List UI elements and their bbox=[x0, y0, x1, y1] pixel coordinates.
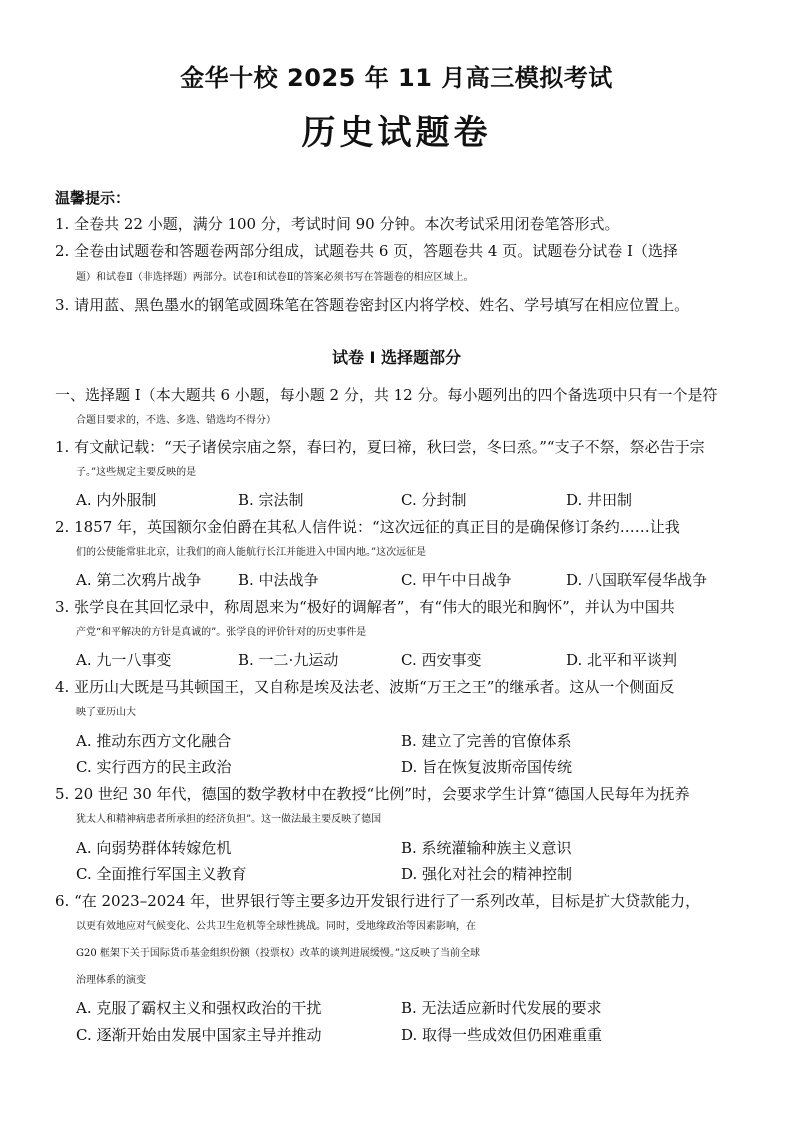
question-2-line-2: 们的公使能常驻北京，让我们的商人能航行长江并能进入中国内地。”这次远征是 bbox=[76, 547, 427, 558]
question-4-option-c: C. 实行西方的民主政治 bbox=[76, 758, 232, 776]
question-5-option-a: A. 向弱势群体转嫁危机 bbox=[76, 839, 232, 857]
question-1-option-d: D. 井田制 bbox=[566, 491, 633, 509]
notice-item-1: 1. 全卷共 22 小题，满分 100 分，考试时间 90 分钟。本次考试采用闭卷笔答形式。 bbox=[55, 215, 620, 233]
exam-title: 金华十校 2025 年 11 月高三模拟考试 bbox=[180, 64, 613, 92]
question-2-line-1: 2. 1857 年，英国额尔金伯爵在其私人信件说：“这次远征的真正目的是确保修订条约……让我 bbox=[55, 518, 680, 536]
question-2-option-a: A. 第二次鸦片战争 bbox=[76, 571, 202, 589]
question-4-line-1: 4. 亚历山大既是马其顿国王，又自称是埃及法老、波斯“万王之王”的继承者。这从一个侧面反 bbox=[55, 678, 675, 696]
question-4-option-d: D. 旨在恢复波斯帝国传统 bbox=[401, 758, 573, 776]
question-4-line-2: 映了亚历山大 bbox=[76, 707, 136, 718]
question-4-option-a: A. 推动东西方文化融合 bbox=[76, 732, 232, 750]
question-2-option-b: B. 中法战争 bbox=[238, 571, 319, 589]
section-intro-line-2: 合题目要求的，不选、多选、错选均不得分） bbox=[76, 415, 276, 426]
question-5-line-2: 犹太人和精神病患者所承担的经济负担”。这一做法最主要反映了德国 bbox=[76, 814, 382, 825]
question-5-line-1: 5. 20 世纪 30 年代，德国的数学教材中在教授“比例”时，会要求学生计算“德国人民每年为抚养 bbox=[55, 785, 690, 803]
question-1-option-a: A. 内外服制 bbox=[76, 491, 157, 509]
section-intro-line-1: 一、选择题 Ⅰ（本大题共 6 小题，每小题 2 分，共 12 分。每小题列出的四个备选项中只有一个是符 bbox=[55, 386, 718, 404]
question-6-line-2: 以更有效地应对气候变化、公共卫生危机等全球性挑战。同时，受地缘政治等因素影响，在 bbox=[76, 921, 476, 932]
question-4-option-b: B. 建立了完善的官僚体系 bbox=[401, 732, 572, 750]
question-6-line-3: G20 框架下关于国际货币基金组织份额（投票权）改革的谈判进展缓慢。”这反映了当前全球 bbox=[76, 948, 481, 959]
question-5-option-b: B. 系统灌输种族主义意识 bbox=[401, 839, 572, 857]
question-1-option-b: B. 宗法制 bbox=[238, 491, 304, 509]
question-1-option-c: C. 分封制 bbox=[401, 491, 467, 509]
question-3-option-c: C. 西安事变 bbox=[401, 651, 482, 669]
notice-heading: 温馨提示： bbox=[55, 189, 131, 207]
question-5-option-d: D. 强化对社会的精神控制 bbox=[401, 865, 573, 883]
question-5-option-c: C. 全面推行军国主义教育 bbox=[76, 865, 247, 883]
question-6-option-d: D. 取得一些成效但仍困难重重 bbox=[401, 1026, 603, 1044]
notice-item-3: 3. 请用蓝、黑色墨水的钢笔或圆珠笔在答题卷密封区内将学校、姓名、学号填写在相应位置上。 bbox=[55, 296, 690, 314]
question-3-option-b: B. 一二·九运动 bbox=[238, 651, 339, 669]
question-6-line-1: 6. “在 2023–2024 年，世界银行等主要多边开发银行进行了一系列改革，目标是扩大贷款能力， bbox=[55, 892, 701, 910]
question-3-line-2: 产党“和平解决的方针是真诚的”。张学良的评价针对的历史事件是 bbox=[76, 627, 367, 638]
question-1-line-2: 子。”这些规定主要反映的是 bbox=[76, 467, 197, 478]
question-6-line-4: 治理体系的演变 bbox=[76, 975, 146, 986]
question-6-option-a: A. 克服了霸权主义和强权政治的干扰 bbox=[76, 999, 322, 1017]
question-1-line-1: 1. 有文献记载：“天子诸侯宗庙之祭，春曰礿，夏曰禘，秋曰尝，冬曰烝。”“支子不祭，祭必告于宗 bbox=[55, 438, 705, 456]
section-title: 试卷 Ⅰ 选择题部分 bbox=[331, 348, 462, 367]
question-3-option-a: A. 九一八事变 bbox=[76, 651, 172, 669]
notice-item-2-line-1: 2. 全卷由试题卷和答题卷两部分组成，试题卷共 6 页，答题卷共 4 页。试题卷分试卷 Ⅰ（选择 bbox=[55, 242, 678, 260]
notice-item-2-line-2: 题）和试卷Ⅱ（非选择题）两部分。试卷Ⅰ和试卷Ⅱ的答案必须书写在答题卷的相应区域上。 bbox=[76, 272, 474, 283]
question-2-option-d: D. 八国联军侵华战争 bbox=[566, 571, 708, 589]
question-2-option-c: C. 甲午中日战争 bbox=[401, 571, 512, 589]
exam-subtitle: 历史试题卷 bbox=[301, 113, 492, 153]
question-3-line-1: 3. 张学良在其回忆录中，称周恩来为“极好的调解者”，有“伟大的眼光和胸怀”，并认为中国共 bbox=[55, 598, 675, 616]
question-6-option-c: C. 逐渐开始由发展中国家主导并推动 bbox=[76, 1026, 322, 1044]
question-6-option-b: B. 无法适应新时代发展的要求 bbox=[401, 999, 602, 1017]
question-3-option-d: D. 北平和平谈判 bbox=[566, 651, 678, 669]
